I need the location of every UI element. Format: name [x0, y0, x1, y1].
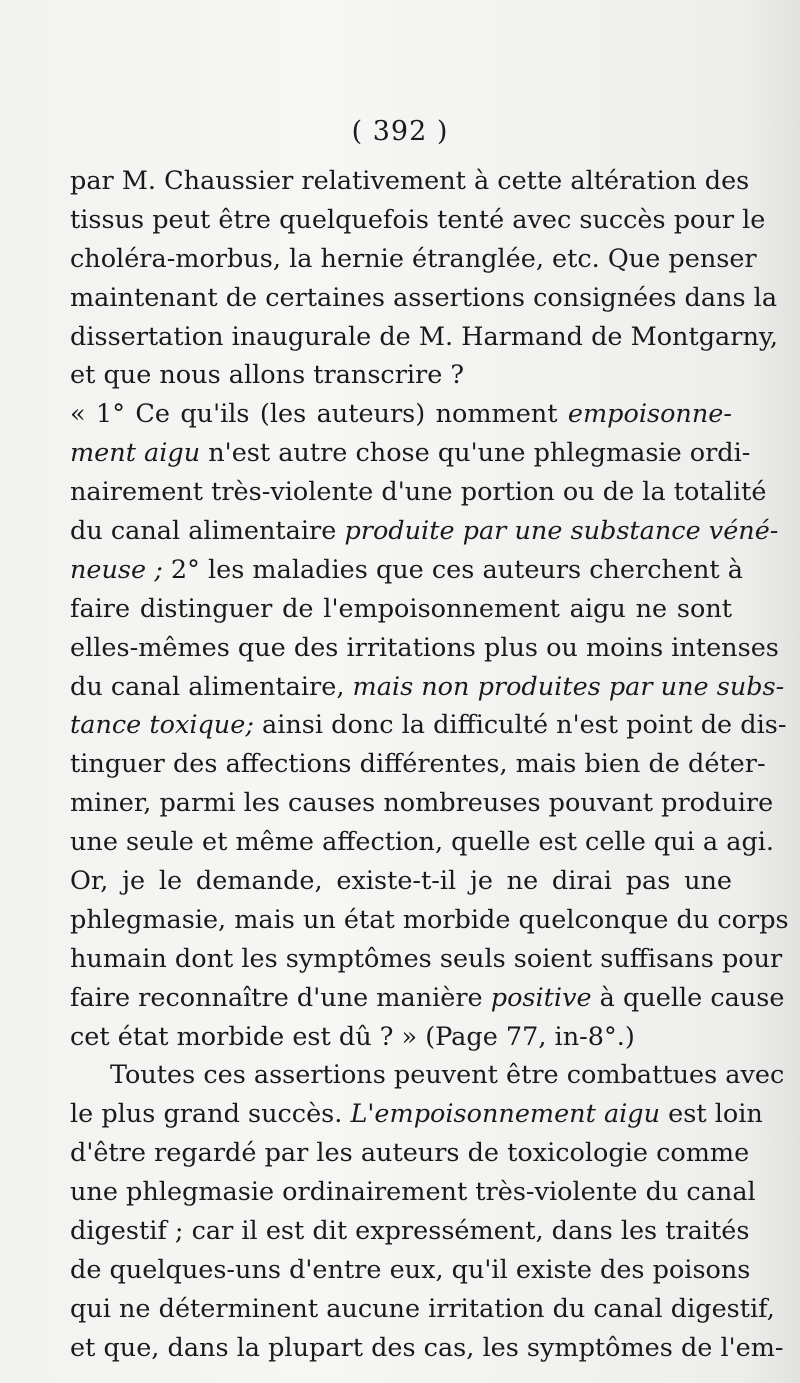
text-line: [70, 1134, 750, 1173]
text-line: [70, 473, 767, 512]
text-line: [70, 279, 778, 318]
text-segment: miner, parmi les causes nombreuses pouvant produire: [70, 788, 774, 819]
text-line: [70, 940, 783, 979]
italic-text-segment: tance toxique;: [70, 710, 254, 741]
page-body-text: [70, 162, 789, 1368]
italic-text-segment: mais non produites par une subs-: [352, 671, 785, 702]
text-segment: humain dont les symptômes seuls soient suffisans pour: [70, 943, 783, 974]
italic-text-segment: produite par une substance véné-: [344, 516, 779, 547]
text-line: [70, 1329, 784, 1368]
text-line: [70, 784, 774, 823]
text-line: [70, 979, 785, 1018]
text-segment: et que nous allons transcrire ?: [70, 360, 465, 391]
text-line: [70, 590, 732, 629]
text-segment: nairement très-violente d'une portion ou de la totalité: [70, 477, 767, 508]
text-segment: dissertation inaugurale de M. Harmand de Montgarny,: [70, 321, 778, 352]
page-number-header: ( 392 ): [351, 116, 449, 147]
text-segment: digestif ; car il est dit expressément, dans les traités: [70, 1216, 750, 1247]
text-line: [70, 1056, 785, 1095]
text-segment: à quelle cause: [591, 982, 785, 1013]
text-segment: qui ne déterminent aucune irritation du canal digestif,: [70, 1293, 775, 1324]
text-line: [70, 668, 785, 707]
text-segment: une seule et même affection, quelle est celle qui a agi.: [70, 827, 775, 858]
text-segment: Or, je le demande, existe-t-il je ne dirai pas une: [70, 866, 732, 897]
text-line: [70, 862, 732, 901]
text-line: [70, 1290, 775, 1329]
text-segment: le plus grand succès.: [70, 1099, 351, 1130]
text-line: [70, 434, 751, 473]
italic-text-segment: neuse ;: [70, 554, 163, 585]
text-segment: et que, dans la plupart des cas, les symptômes de l'em-: [70, 1332, 784, 1363]
text-line: [70, 201, 766, 240]
text-line: [70, 240, 757, 279]
text-line: [70, 1018, 732, 1057]
text-line: [70, 1212, 750, 1251]
text-segment: ainsi donc la difficulté n'est point de dis-: [253, 710, 787, 741]
text-segment: du canal alimentaire: [70, 516, 345, 547]
text-segment: d'être regardé par les auteurs de toxicologie comme: [70, 1138, 750, 1169]
italic-text-segment: L'empoisonnement aigu: [350, 1099, 661, 1130]
text-line: [70, 823, 775, 862]
italic-text-segment: empoisonne-: [567, 399, 732, 430]
text-segment: du canal alimentaire,: [70, 671, 353, 702]
text-segment: faire reconnaître d'une manière: [70, 982, 491, 1013]
text-line: [70, 901, 789, 940]
text-segment: Toutes ces assertions peuvent être combattues avec: [110, 1060, 785, 1091]
text-segment: est loin: [660, 1099, 763, 1130]
text-segment: elles-mêmes que des irritations plus ou moins intenses: [70, 632, 779, 663]
text-line: [70, 395, 732, 434]
text-line: [70, 356, 732, 395]
text-line: [70, 512, 779, 551]
text-segment: 2° les maladies que ces auteurs cherchent à: [162, 554, 743, 585]
text-segment: de quelques-uns d'entre eux, qu'il existe des poisons: [70, 1254, 751, 1285]
text-segment: par M. Chaussier relativement à cette altération des: [70, 166, 750, 196]
italic-text-segment: ment aigu: [70, 438, 201, 469]
text-line: [70, 1173, 756, 1212]
text-segment: une phlegmasie ordinairement très-violente du canal: [70, 1177, 756, 1208]
text-line: [70, 551, 743, 590]
text-line: [70, 706, 787, 745]
text-segment: tissus peut être quelquefois tenté avec succès pour le: [70, 204, 766, 235]
text-segment: phlegmasie, mais un état morbide quelconque du corps: [70, 904, 789, 935]
text-segment: n'est autre chose qu'une phlegmasie ordi-: [200, 438, 751, 469]
text-line: [70, 1095, 763, 1134]
italic-text-segment: positive: [490, 982, 592, 1013]
text-line: [70, 162, 750, 201]
text-segment: tinguer des affections différentes, mais bien de déter-: [70, 749, 766, 780]
text-line: [70, 1251, 751, 1290]
text-segment: « 1° Ce qu'ils (les auteurs) nomment: [70, 399, 568, 430]
text-segment: maintenant de certaines assertions consignées dans la: [70, 282, 778, 313]
text-segment: cet état morbide est dû ? » (Page 77, in-8°.): [70, 1021, 635, 1052]
text-line: [70, 745, 766, 784]
text-line: [70, 318, 778, 357]
text-segment: faire distinguer de l'empoisonnement aigu ne sont: [70, 593, 732, 624]
text-segment: choléra-morbus, la hernie étranglée, etc. Que penser: [70, 243, 757, 274]
text-line: [70, 629, 779, 668]
